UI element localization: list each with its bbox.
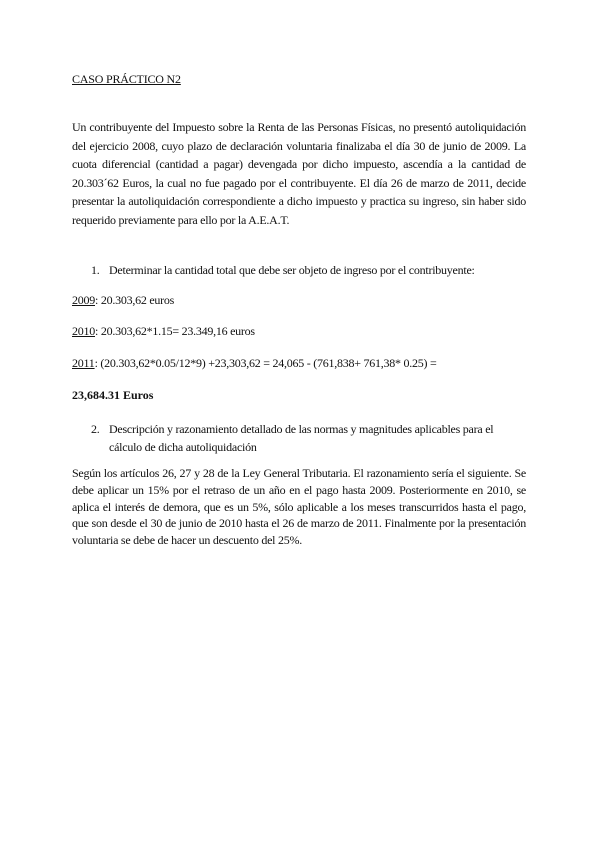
calculation-year: 2009 xyxy=(72,293,95,307)
calculation-2011 xyxy=(72,356,437,371)
calculation-year: 2011 xyxy=(72,356,95,370)
reasoning-paragraph: Según los artículos 26, 27 y 28 de la Ley General Tributaria. El razonamiento sería el siguiente. Se debe aplicar un 15% por el retraso de un año en el pago hasta 2009. Posteriormente en 2010, se aplica el interés de demora, que es un 5%, sólo aplicable a los meses transcurridos hasta el pago, que son desde el 30 de junio de 2010 hasta el 26 de marzo de 2011. Finalmente por la presentación voluntaria se debe de hacer un descuento del 25%. xyxy=(72,466,526,548)
calculation-expression: : 20.303,62 euros xyxy=(95,293,175,307)
question-1-text: Determinar la cantidad total que debe ser objeto de ingreso por el contribuyente: xyxy=(109,263,475,277)
result-total: 23,684.31 Euros xyxy=(72,388,154,402)
document-title: CASO PRÁCTICO N2 xyxy=(72,72,181,86)
question-1-number: 1. xyxy=(91,263,100,277)
question-2-number: 2. xyxy=(91,422,100,436)
calculation-2010 xyxy=(72,324,255,339)
calculation-year: 2010 xyxy=(72,324,95,338)
calculation-expression: : (20.303,62*0.05/12*9) +23,303,62 = 24,065 - (761,838+ 761,38* 0.25) = xyxy=(94,356,437,370)
calculation-2009 xyxy=(72,293,174,308)
case-statement-paragraph: Un contribuyente del Impuesto sobre la Renta de las Personas Físicas, no presentó autoliquidación del ejercicio 2008, cuyo plazo de declaración voluntaria finalizaba el día 30 de junio de 2009. La cuota diferencial (cantidad a pagar) devengada por dicho impuesto, ascendía a la cantidad de 20.303´62 Euros, la cual no fue pagado por el contribuyente. El día 26 de marzo de 2011, decide presentar la autoliquidación correspondiente a dicho impuesto y practica su ingreso, sin haber sido requerido previamente para ello por la A.E.A.T. xyxy=(72,120,526,227)
question-2-text: Descripción y razonamiento detallado de las normas y magnitudes aplicables para el cálculo de dicha autoliquidación xyxy=(109,422,494,454)
calculation-expression: : 20.303,62*1.15= 23.349,16 euros xyxy=(95,324,255,338)
